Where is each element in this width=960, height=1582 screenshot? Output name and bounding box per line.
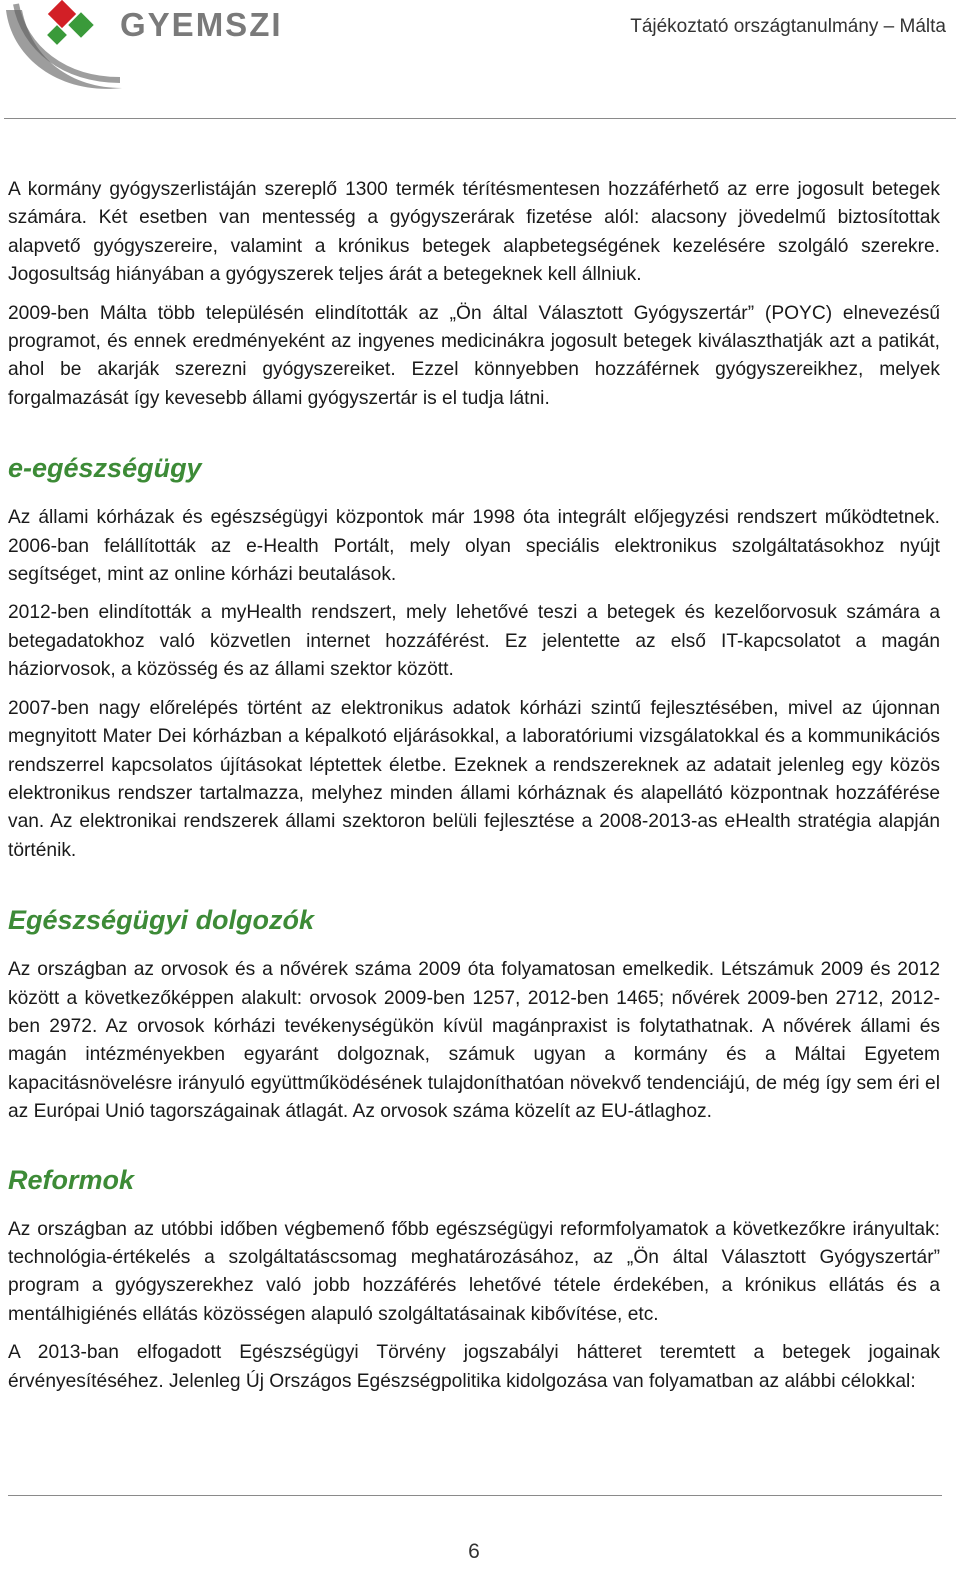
document-body (8, 176, 940, 1406)
paragraph: 2007-ben nagy előrelépés történt az elektronikus adatok kórházi szintű fejlesztésében, mivel az újonnan megnyitott Mater Dei kórházban a képalkotó eljárásokkal, a laboratóriumi vizsgálatokkal és a kommunikációs rendszerrel kapcsolatos újításokat léptettek életbe. Ezeknek a rendszereknek az adatait jelenleg egy közös elektronikus rendszer tartalmazza, melyhez minden állami kórháznak és alapellátó központnak hozzáférése van. Az elektronikai rendszerek állami szektoron belüli fejlesztése a 2008-2013-as eHealth stratégia alapján történik. (8, 697, 940, 861)
logo-text: GYEMSZI (120, 6, 283, 43)
paragraph: 2009-ben Málta több településén elindították az „Ön által Választott Gyógyszertár” (POYC) elnevezésű programot, és ennek eredményeként az ingyenes medicinákra jogosult betegek kiválaszthatják azt a patikát, ahol be akarják szerezni gyógyszereiket. Ezzel könnyebben hozzáférnek gyógyszereikhez, melyek forgalmazását így kevesebb állami gyógyszertár is el tudja látni. (8, 302, 940, 409)
document-header-title: Tájékoztató országtanulmány – Málta (630, 16, 946, 37)
page-header (0, 0, 960, 118)
section-heading-reforms: Reformok (8, 1164, 135, 1195)
paragraph: Az országban az orvosok és a nővérek száma 2009 óta folyamatosan emelkedik. Létszámuk 2009 és 2012 között a következőképpen alakult: orvosok 2009-ben 1257, 2012-ben 1465; nővérek 2009-ben 2712, 2012-ben 2972. Az orvosok kórházi tevékenységükön kívül magánpraxist is folytathatnak. A nővérek állami és magán intézményekben egyaránt dolgoznak, számuk ugyan a kormány és a Máltai Egyetem kapacitásnövelésre irányuló együttműködésének tulajdoníthatóan növekvő tendenciájú, de még így sem éri el az Európai Unió tagországainak átlagát. Az orvosok száma közelít az EU-átlaghoz. (8, 959, 940, 1123)
section-heading-health-workers: Egészségügyi dolgozók (8, 905, 315, 936)
section-heading-ehealth: e-egészségügy (8, 453, 202, 484)
paragraph: A 2013-ban elfogadott Egészségügyi Törvény jogszabályi hátteret teremtett a betegek jogainak érvényesítéséhez. Jelenleg Új Országos Egészségpolitika kidolgozása van folyamatban az alábbi célokkal: (8, 1342, 940, 1392)
gyemszi-logo (2, 0, 302, 100)
paragraph: A kormány gyógyszerlistáján szereplő 1300 termék térítésmentesen hozzáférhető az erre jogosult betegek számára. Két esetben van mentesség a gyógyszerárak fizetése alól: alacsony jövedelmű biztosítottak alapvető gyógyszereire, valamint a krónikus betegek alapbetegségének kezelésére szolgáló szerekre. Jogosultság hiányában a gyógyszerek teljes árát a betegeknek kell állniuk. (8, 179, 940, 286)
paragraph: Az állami kórházak és egészségügyi központok már 1998 óta integrált előjegyzési rendszert működtetnek. 2006-ban felállították az e-Health Portált, mely olyan speciális elektronikus szolgáltatásokhoz nyújt segítséget, mint az online kórházi beutalások. (8, 507, 940, 586)
logo-emblem-icon (2, 0, 122, 100)
paragraph: 2012-ben elindították a myHealth rendszert, mely lehetővé teszi a betegek és kezelőorvosuk számára a betegadatokhoz való közvetlen internet hozzáférést. Ez jelentette az első IT-kapcsolatot a magán háziorvosok, a közösség és az állami szektor között. (8, 602, 940, 681)
page-number: 6 (468, 1540, 480, 1563)
footer-divider (8, 1495, 942, 1496)
header-divider (4, 118, 956, 119)
paragraph: Az országban az utóbbi időben végbemenő főbb egészségügyi reformfolyamatok a következőkre irányultak: technológia-értékelés a szolgáltatáscsomag meghatározásához, az „Ön által Választott Gyógyszertár” program a gyógyszerekhez való jobb hozzáférés lehetővé tétele érdekében, a krónikus ellátás és a mentálhigiénés ellátás közösségen alapuló szolgáltatásainak kibővítése, etc. (8, 1218, 940, 1325)
